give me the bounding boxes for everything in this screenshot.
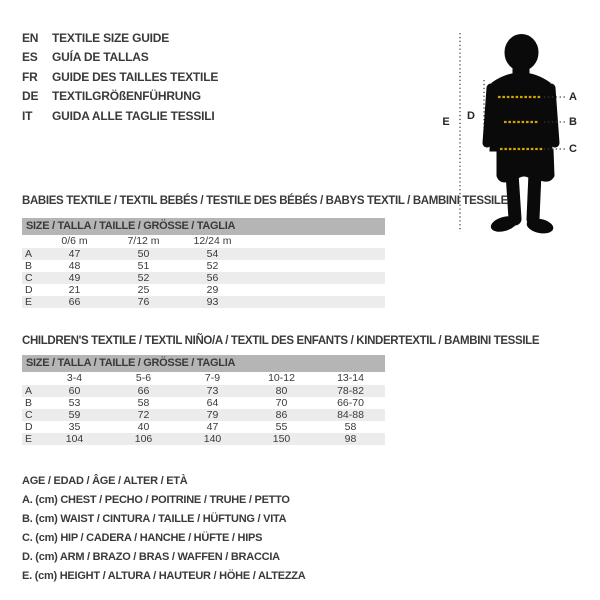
measurement-legend [22,472,305,586]
language-row [22,28,218,48]
table-cell: 93 [206,296,219,308]
language-title: GUIDA ALLE TAGLIE TESSILI [52,108,215,123]
table-cell: 80 [275,385,288,397]
column-header: 5-6 [135,372,152,384]
row-label: A [25,385,33,397]
spacer-cell [22,235,40,248]
table-cell: 51 [137,260,150,272]
language-code: DE [22,89,39,104]
children-section-title: CHILDREN'S TEXTILE / TEXTIL NIÑO/A / TEXTIL DES ENFANTS / KINDERTEXTIL / BAMBINI TESSILE [22,335,540,347]
babies-section-title: BABIES TEXTILE / TEXTIL BEBÉS / TESTILE DES BÉBÉS / BABYS TEXTIL / BAMBINI TESSILE [22,195,508,207]
row-label: B [25,397,33,409]
row-label: D [25,421,33,433]
column-header: 7-9 [204,372,221,384]
table-cell: 25 [137,284,150,296]
chest-legend-line: A. (cm) CHEST / PECHO / POITRINE / TRUHE / PETTO [22,494,290,506]
table-cell: 98 [344,433,357,445]
table-row [22,397,385,409]
child-silhouette-figure [440,25,600,240]
row-label: E [25,433,33,445]
language-row [22,87,218,107]
language-code: FR [22,69,38,84]
row-label: A [25,248,33,260]
language-row [22,48,218,68]
language-title: GUIDE DES TAILLES TEXTILE [52,69,219,84]
row-label: C [25,409,33,421]
height-label: E [442,116,450,128]
size-header-bar: SIZE / TALLA / TAILLE / GRÖSSE / TAGLIA [22,218,385,235]
table-cell: 53 [68,397,81,409]
arm-legend-line: D. (cm) ARM / BRAZO / BRAS / WAFFEN / BRACCIA [22,551,280,563]
table-row [22,385,385,397]
table-cell: 66 [68,296,81,308]
column-header: 3-4 [66,372,83,384]
hip-label: C [569,143,577,155]
table-cell: 84-88 [337,409,364,421]
hip-legend-line: C. (cm) HIP / CADERA / HANCHE / HÜFTE / HIPS [22,532,263,544]
table-row [22,433,385,445]
table-cell: 76 [137,296,150,308]
table-cell: 106 [134,433,153,445]
table-cell: 104 [65,433,84,445]
language-code: IT [22,108,33,123]
language-code: ES [22,50,38,65]
chest-label: A [569,91,577,103]
table-cell: 47 [68,248,81,260]
table-cell: 59 [68,409,81,421]
table-cell: 70 [275,397,288,409]
row-label: C [25,272,33,284]
table-cell: 60 [68,385,81,397]
column-header: 10-12 [268,372,295,384]
table-row [22,248,385,260]
table-cell: 79 [206,409,219,421]
table-row [22,296,385,308]
table-cell: 50 [137,248,150,260]
height-legend-line: E. (cm) HEIGHT / ALTURA / HAUTEUR / HÖHE / ALTEZZA [22,570,306,582]
row-label: E [25,296,33,308]
table-row [22,284,385,296]
table-cell: 52 [206,260,219,272]
table-cell: 64 [206,397,219,409]
arm-label: D [467,110,475,122]
row-label: B [25,260,33,272]
table-row [22,409,385,421]
table-cell: 47 [206,421,219,433]
table-row [22,421,385,433]
language-code: EN [22,30,39,45]
children-size-table [22,355,385,445]
waist-label: B [569,116,577,128]
table-cell: 35 [68,421,81,433]
table-cell: 55 [275,421,288,433]
table-cell: 66 [137,385,150,397]
column-header: 7/12 m [127,235,160,247]
table-header-row [22,235,385,248]
table-cell: 48 [68,260,81,272]
table-cell: 86 [275,409,288,421]
table-cell: 73 [206,385,219,397]
babies-size-table [22,218,385,308]
table-row [22,272,385,284]
table-cell: 40 [137,421,150,433]
table-cell: 72 [137,409,150,421]
spacer-cell [22,372,40,385]
table-cell: 21 [68,284,81,296]
size-header-bar: SIZE / TALLA / TAILLE / GRÖSSE / TAGLIA [22,355,385,372]
language-title: GUÍA DE TALLAS [52,50,149,65]
table-header-row [22,372,385,385]
table-cell: 49 [68,272,81,284]
column-header: 13-14 [337,372,364,384]
waist-legend-line: B. (cm) WAIST / CINTURA / TAILLE / HÜFTUNG / VITA [22,513,287,525]
table-cell: 29 [206,284,219,296]
row-label: D [25,284,33,296]
table-cell: 78-82 [337,385,364,397]
column-header: 12/24 m [193,235,232,247]
table-cell: 58 [137,397,150,409]
age-legend-line: AGE / EDAD / ÂGE / ALTER / ETÀ [22,475,188,487]
table-cell: 52 [137,272,150,284]
table-cell: 150 [272,433,291,445]
language-row [22,67,218,87]
table-cell: 140 [203,433,222,445]
table-row [22,260,385,272]
language-list [22,28,218,126]
table-cell: 56 [206,272,219,284]
table-cell: 66-70 [337,397,364,409]
language-title: TEXTILE SIZE GUIDE [52,30,170,45]
language-row [22,106,218,126]
column-header: 0/6 m [61,235,88,247]
table-cell: 54 [206,248,219,260]
table-cell: 58 [344,421,357,433]
language-title: TEXTILGRÖßENFÜHRUNG [52,89,201,104]
